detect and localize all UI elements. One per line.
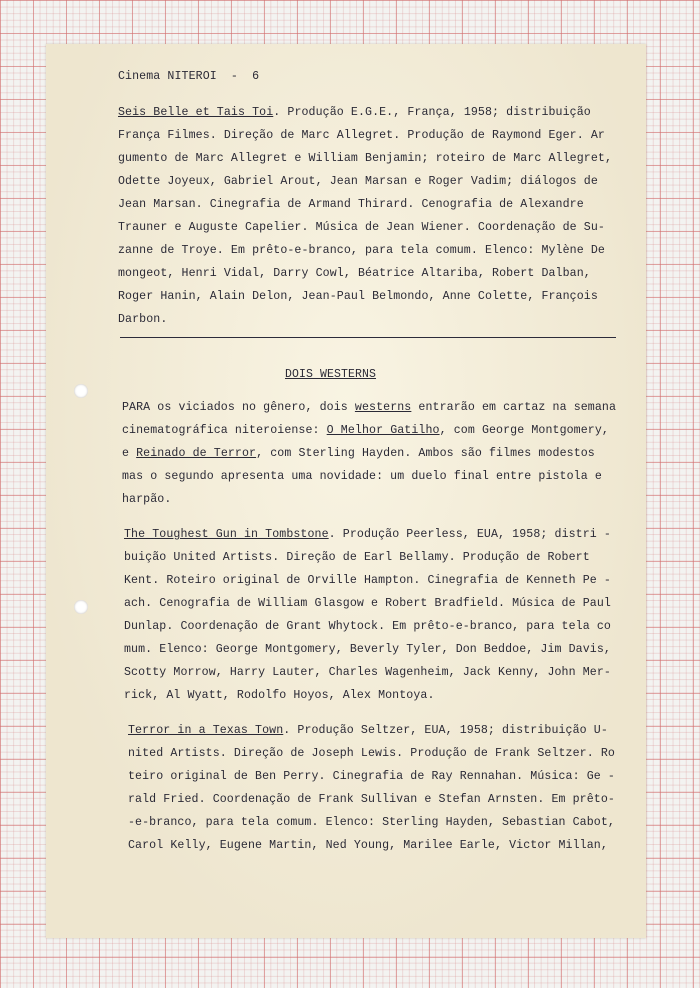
page-body [46,44,646,938]
intro-line: harpão. [122,493,172,506]
film-entry-line: teiro original de Ben Perry. Cinegrafia de Ray Rennahan. Música: Ge - [128,770,615,783]
film-entry-line: mum. Elenco: George Montgomery, Beverly Tyler, Don Beddoe, Jim Davis, [124,643,611,656]
film-entry-line: -e-branco, para tela comum. Elenco: Sterling Hayden, Sebastian Cabot, [128,816,615,829]
film-title: Terror in a Texas Town [128,724,284,737]
section-title: DOIS WESTERNS [285,368,377,381]
film-entry-line: rald Fried. Coordenação de Frank Sullivan e Stefan Arnsten. Em prêto- [128,793,615,806]
film-entry-line: zanne de Troye. Em prêto-e-branco, para tela comum. Elenco: Mylène De [118,244,605,257]
film-title: Seis Belle et Tais Toi [118,106,274,119]
film-entry-line: França Filmes. Direção de Marc Allegret. Produção de Raymond Eger. Ar [118,129,605,142]
film-entry-line: buição United Artists. Direção de Earl Bellamy. Produção de Robert [124,551,590,564]
film-entry-line: gumento de Marc Allegret e William Benjamin; roteiro de Marc Allegret, [118,152,613,165]
intro-line: e Reinado de Terror, com Sterling Hayden. Ambos são filmes modestos [122,447,595,460]
film-entry-line: Terror in a Texas Town. Produção Seltzer, EUA, 1958; distribuição U- [128,724,608,737]
film-entry-line: Darbon. [118,313,168,326]
intro-line: mas o segundo apresenta uma novidade: um duelo final entre pistola e [122,470,602,483]
film-entry-line: ach. Cenografia de William Glasgow e Robert Bradfield. Música de Paul [124,597,611,610]
film-entry-line: Trauner e Auguste Capelier. Música de Jean Wiener. Coordenação de Su- [118,221,605,234]
intro-line: PARA os viciados no gênero, dois westerns entrarão em cartaz na semana [122,401,617,414]
film-entry-line: Odette Joyeux, Gabriel Arout, Jean Marsan e Roger Vadim; diálogos de [118,175,598,188]
film-entry-line: The Toughest Gun in Tombstone. Produção Peerless, EUA, 1958; distri - [124,528,611,541]
film-entry-line: Carol Kelly, Eugene Martin, Ned Young, Marilee Earle, Victor Millan, [128,839,608,852]
film-title: The Toughest Gun in Tombstone [124,528,329,541]
film-title: Reinado de Terror [136,447,257,460]
page-header: Cinema NITEROI - 6 [118,70,260,83]
film-entry-line: Roger Hanin, Alain Delon, Jean-Paul Belmondo, Anne Colette, François [118,290,598,303]
film-entry-line: Dunlap. Coordenação de Grant Whytock. Em prêto-e-branco, para tela co [124,620,611,633]
film-title: O Melhor Gatilho [326,424,440,437]
film-entry-line: Scotty Morrow, Harry Lauter, Charles Wagenheim, Jack Kenny, John Mer- [124,666,611,679]
film-entry-line: Jean Marsan. Cinegrafia de Armand Thirard. Cenografia de Alexandre [118,198,584,211]
film-entry-line: rick, Al Wyatt, Rodolfo Hoyos, Alex Montoya. [124,689,435,702]
film-entry-line: mongeot, Henri Vidal, Darry Cowl, Béatrice Altariba, Robert Dalban, [118,267,591,280]
film-entry-line: Seis Belle et Tais Toi. Produção E.G.E., França, 1958; distribuição [118,106,591,119]
film-entry-line: Kent. Roteiro original de Orville Hampton. Cinegrafia de Kenneth Pe - [124,574,611,587]
intro-line: cinematográfica niteroiense: O Melhor Gatilho, com George Montgomery, [122,424,609,437]
film-entry-line: nited Artists. Direção de Joseph Lewis. Produção de Frank Seltzer. Ro [128,747,615,760]
